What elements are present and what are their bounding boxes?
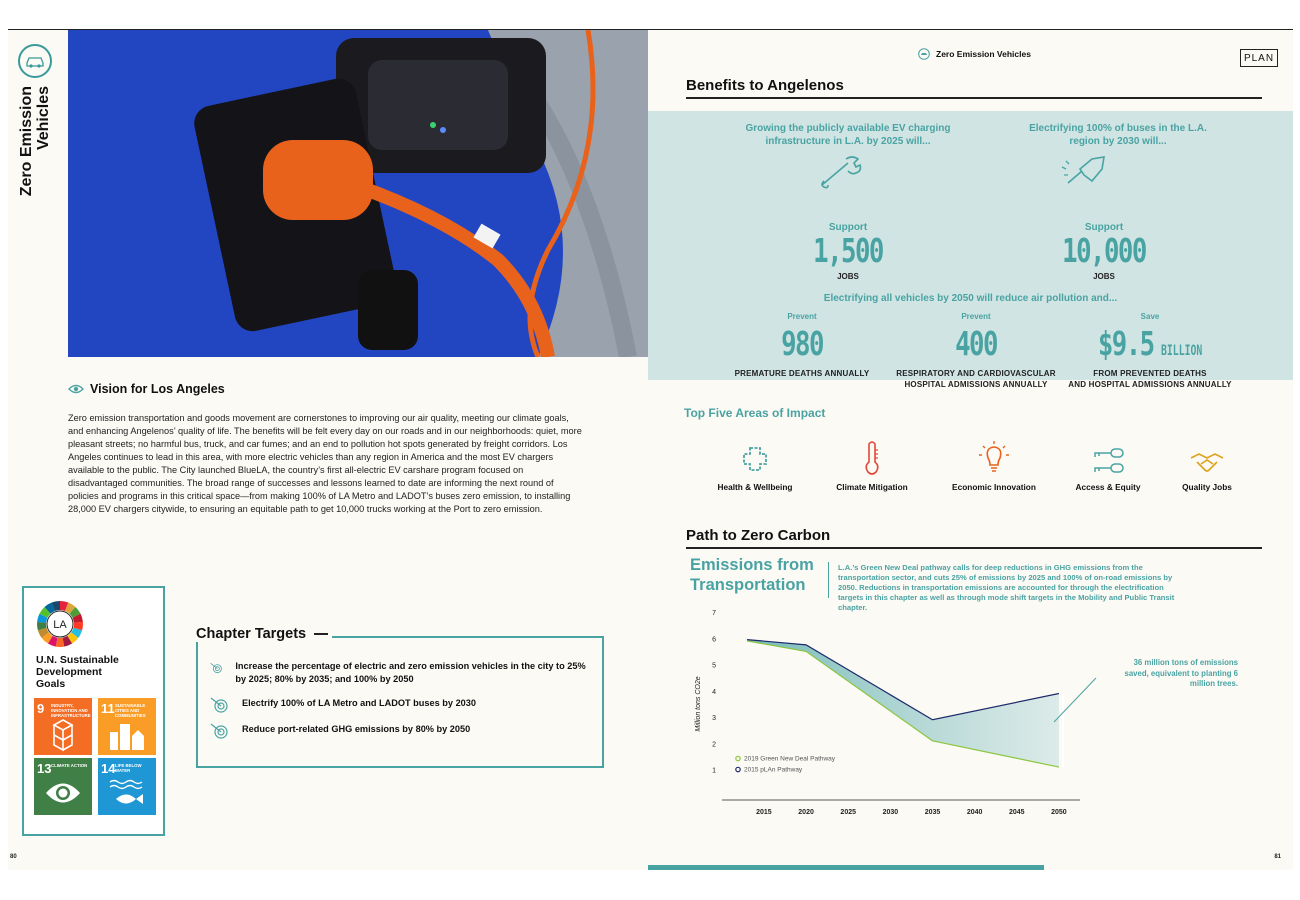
stat-verb-deaths: Prevent [787,312,817,321]
stat-savings-row [1090,324,1210,363]
impact-climate: Climate Mitigation [817,438,927,492]
stat-value-admissions: 400 [955,324,997,363]
target-icon [210,697,230,713]
legend-label-1: 2019 Green New Deal Pathway [744,755,836,763]
benefit-pollution-intro: Electrifying all vehicles by 2050 will reduce air pollution and... [823,293,1118,304]
y-tick-label: 7 [712,610,716,617]
x-tick-label: 2045 [1008,809,1025,816]
health-icon [738,442,772,476]
sdg-box [22,586,165,836]
stat-verb-admissions: Prevent [961,312,991,321]
target-item-2: Electrify 100% of LA Metro and LADOT buses by 2030 [210,697,590,713]
sdg-title: U.N. Sustainable Development Goals [36,654,119,690]
plan-logo: PLAN [1240,49,1278,67]
stat-desc-deaths: PREMATURE DEATHS ANNUALLY [734,369,870,378]
y-tick-label: 1 [712,767,716,775]
impact-access: Access & Equity [1053,438,1163,492]
vision-body: Zero emission transportation and goods movement are cornerstones to improving our air quality, meeting our climate goals, and enhancing Angelenos’ quality of life. The benefits will be felt every day on our roads and in our neighborhoods: quiet, more pleasant streets; no harmful bus, truck, and car fumes; and an end to pollution hot spots generated by freight corridors. Los Angeles continues to lead in this area, with more electric vehicles than any region in America and the most EV chargers available to the public. The City launched BlueLA, the country’s first all-electric EV carshare program focused on disadvantaged communities. The broad range of successes and lessons learned to date are informing the next round of policies and programs in this critical space—from making 100% of LA Metro and LADOT’s buses zero emission, to installing 28,000 EV chargers citywide, to ensuring an equitable path to get 10,000 trucks working at the Port to zero emission. [68,413,582,514]
left-page [8,30,648,870]
benefit-jobs-unit-2: JOBS [1093,272,1115,281]
wrench-icon [818,155,864,194]
chapter-tag: Zero Emission Vehicles [918,48,1031,60]
impact-health: Health & Wellbeing [700,438,810,492]
car-icon [918,48,930,60]
vision-heading [68,382,225,396]
emissions-separator [828,562,829,598]
x-tick-label: 2030 [882,809,899,816]
shovel-icon [1060,153,1110,194]
impact-title: Top Five Areas of Impact [684,406,826,420]
sdg-wheel-logo [36,600,84,648]
emissions-chart [688,606,1088,820]
stat-verb-savings: Save [1140,312,1160,321]
impact-jobs: Quality Jobs [1152,438,1262,492]
chapter-vertical-title: Zero Emission Vehicles [18,86,52,197]
benefit-support-label-2: Support [1084,222,1124,233]
stat-desc-admissions: RESPIRATORY AND CARDIOVASCULAR HOSPITAL ADMISSIONS ANNUALLY [896,369,1056,389]
target-icon [210,723,230,739]
emissions-text: L.A.’s Green New Deal pathway calls for deep reductions in GHG emissions from the transportation sector, and cuts 25% of emissions by 2025 and 100% of on-road emissions by 2050. Reductions in transportation emissions are accounted for through the electrification targets in this chapter as well as through mode shift targets in the Mobility and Public Transit chapter. [838,563,1175,612]
stat-value-deaths: 980 [781,324,823,363]
sdg-tile-11: 11 SUSTAINABLE CITIES AND COMMUNITIES [98,698,156,755]
ev-charging-photo [68,30,648,357]
y-axis-label: Million tons CO2e [695,676,702,732]
handshake-icon [1189,448,1225,476]
x-tick-label: 2050 [1051,809,1067,816]
chart-callout: 36 million tons of emissions saved, equivalent to planting 6 million trees. [1124,658,1238,688]
impact-economic: Economic Innovation [939,438,1049,492]
sdg-tile-9: 9 INDUSTRY, INNOVATION AND INFRASTRUCTURE [34,698,92,755]
benefit-jobs-buses: 10,000 [1062,231,1146,270]
benefit-intro-charging: Growing the publicly available EV charging infrastructure in L.A. by 2025 will... [745,123,951,147]
legend-marker-2 [736,767,740,771]
car-badge-icon [18,44,52,78]
benefits-panel [648,111,1293,389]
x-tick-label: 2035 [924,809,941,816]
bottom-accent-bar [648,865,1044,870]
lightbulb-icon [977,440,1011,476]
sdg-logo-text: LA [53,619,67,631]
benefit-jobs-unit-1: JOBS [837,272,859,281]
path-heading: Path to Zero Carbon [686,527,1262,549]
sdg-tile-13: 13 CLIMATE ACTION [34,758,92,815]
y-tick-label: 4 [712,688,716,696]
x-tick-label: 2025 [840,809,857,816]
eye-icon [68,384,84,394]
y-tick-label: 6 [712,636,716,644]
sdg-tile-14: 14 LIFE BELOW WATER [98,758,156,815]
right-page [648,30,1293,870]
vision-title: Vision for Los Angeles [90,382,225,396]
target-item-1: Increase the percentage of electric and zero emission vehicles in the city to 25% by 2025; 80% by 2035; and 100% by 2050 [210,660,590,686]
stat-suffix-savings: BILLION [1161,343,1203,359]
legend-label-2: 2015 pLAn Pathway [744,766,803,774]
x-tick-label: 2040 [966,809,983,816]
keys-icon [1091,446,1125,476]
y-tick-label: 3 [712,715,716,723]
target-icon [210,660,223,676]
benefit-jobs-charging: 1,500 [813,231,883,270]
callout-connector [1048,670,1118,730]
chapter-targets-heading: Chapter Targets [192,626,332,642]
benefit-support-label-1: Support [828,222,868,233]
benefits-heading: Benefits to Angelenos [686,77,1262,99]
thermometer-icon [862,440,882,476]
target-item-3: Reduce port-related GHG emissions by 80% by 2050 [210,723,590,739]
legend-marker-1 [736,756,740,760]
emissions-title: Emissions from Transportation [690,556,814,594]
benefit-intro-buses: Electrifying 100% of buses in the L.A. region by 2030 will... [1029,123,1207,147]
page-number-right: 81 [1274,854,1281,860]
y-tick-label: 2 [712,741,716,749]
y-tick-label: 5 [712,662,716,670]
x-tick-label: 2020 [798,809,814,816]
stat-desc-savings: FROM PREVENTED DEATHS AND HOSPITAL ADMISSIONS ANNUALLY [1068,369,1232,389]
x-tick-label: 2015 [756,809,772,816]
stat-value-savings: $9.5 [1097,324,1154,363]
page-number-left: 80 [10,854,17,860]
